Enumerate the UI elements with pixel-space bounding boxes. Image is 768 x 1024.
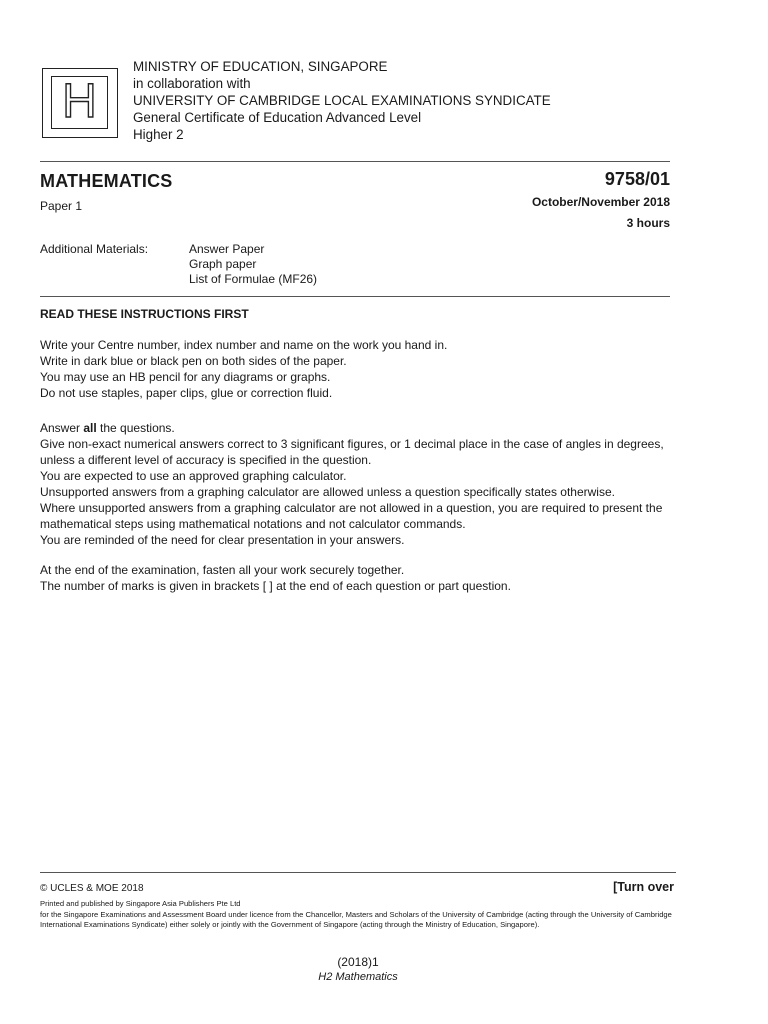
footer-divider <box>40 872 676 873</box>
exam-level-logo <box>42 68 118 138</box>
instructions-block-3 <box>40 562 676 594</box>
material-item: List of Formulae (MF26) <box>189 272 318 286</box>
materials-list <box>189 242 317 287</box>
instruction-line: Give non-exact numerical answers correct to 3 significant figures, or 1 decimal place in the case of angles in degrees, unless a different level of accuracy is specified in the question. <box>40 437 664 467</box>
instructions-block-2 <box>40 420 676 548</box>
header-line-ministry: MINISTRY OF EDUCATION, SINGAPORE <box>133 59 388 74</box>
turn-over-marker: [Turn over <box>613 880 674 894</box>
answer-suffix: the questions. <box>96 421 175 435</box>
paper-footer-code <box>0 955 716 985</box>
instruction-line: Unsupported answers from a graphing calculator are allowed unless a question specifically states otherwise. <box>40 485 615 499</box>
instruction-line: Write your Centre number, index number and name on the work you hand in. <box>40 338 448 352</box>
printed-by-line: Printed and published by Singapore Asia Publishers Pte Ltd <box>40 899 241 908</box>
instruction-line: The number of marks is given in brackets [ ] at the end of each question or part question. <box>40 579 511 593</box>
paper-number: Paper 1 <box>40 199 83 213</box>
instruction-line: You are expected to use an approved graphing calculator. <box>40 469 347 483</box>
page-subject: H2 Mathematics <box>318 971 398 983</box>
instruction-line: You are reminded of the need for clear presentation in your answers. <box>40 533 405 547</box>
logo-letter: H <box>62 75 97 128</box>
exam-board-header <box>133 58 551 143</box>
exam-duration: 3 hours <box>626 216 670 230</box>
publisher-notice <box>40 899 676 931</box>
material-item: Answer Paper <box>189 242 265 256</box>
header-line-certificate: General Certificate of Education Advanced Level <box>133 110 422 125</box>
instruction-line: Write in dark blue or black pen on both sides of the paper. <box>40 354 347 368</box>
header-line-collaboration: in collaboration with <box>133 76 251 91</box>
instruction-line: At the end of the examination, fasten all your work securely together. <box>40 563 405 577</box>
exam-session: October/November 2018 <box>531 195 670 209</box>
instruction-line: You may use an HB pencil for any diagrams or graphs. <box>40 370 331 384</box>
syllabus-code: 9758/01 <box>604 169 670 189</box>
copyright-notice: © UCLES & MOE 2018 <box>40 883 144 894</box>
subject-title: MATHEMATICS <box>40 171 173 191</box>
instruction-line: Do not use staples, paper clips, glue or correction fluid. <box>40 386 333 400</box>
answer-all-line <box>40 420 676 436</box>
answer-all-emphasis: all <box>83 421 97 435</box>
materials-label: Additional Materials: <box>40 242 149 256</box>
material-item: Graph paper <box>189 257 257 271</box>
answer-prefix: Answer <box>40 421 84 435</box>
logo-inner-frame <box>51 76 108 129</box>
instructions-heading: READ THESE INSTRUCTIONS FIRST <box>40 307 249 321</box>
page-code: (2018)1 <box>337 955 379 969</box>
header-line-university: UNIVERSITY OF CAMBRIDGE LOCAL EXAMINATIONS SYNDICATE <box>133 93 551 108</box>
instructions-block-1 <box>40 337 676 401</box>
top-divider <box>40 161 670 162</box>
instruction-line: Where unsupported answers from a graphing calculator are not allowed in a question, you are required to present the mathematical steps using mathematical notations and not calculator commands. <box>40 501 663 531</box>
licence-text: for the Singapore Examinations and Assessment Board under licence from the Chancellor, Masters and Scholars of the University of Cambridge (acting through the University of Cambridge International Examinations Syndicate) either solely or jointly with the Government of Singapore (acting through the Ministry of Education, Singapore). <box>40 909 672 929</box>
middle-divider <box>40 296 670 297</box>
header-line-level: Higher 2 <box>133 127 184 142</box>
